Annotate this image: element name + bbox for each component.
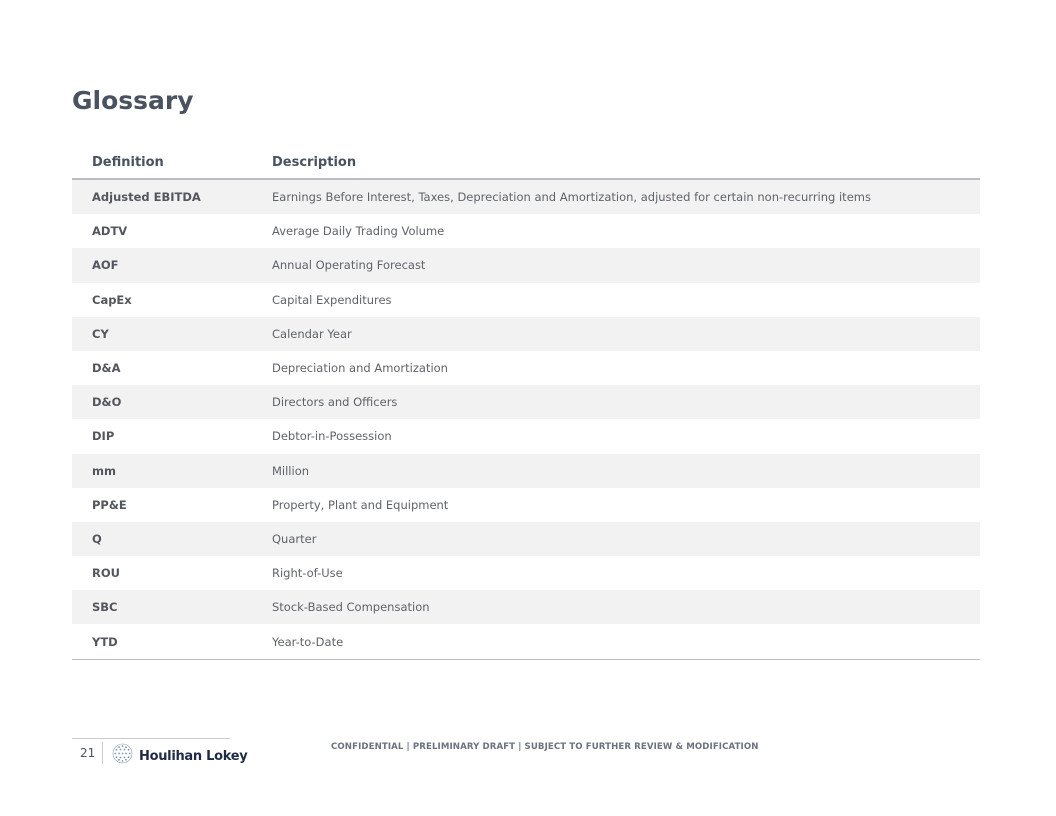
- glossary-description: Earnings Before Interest, Taxes, Depreciation and Amortization, adjusted for certain non-recurring items: [272, 190, 871, 205]
- glossary-term: D&A: [92, 361, 121, 376]
- glossary-term: D&O: [92, 395, 122, 410]
- glossary-description: Annual Operating Forecast: [272, 258, 426, 273]
- glossary-term: SBC: [92, 600, 118, 615]
- glossary-description: Capital Expenditures: [272, 292, 392, 307]
- confidential-notice: CONFIDENTIAL | PRELIMINARY DRAFT | SUBJECT TO FURTHER REVIEW & MODIFICATION: [331, 742, 759, 752]
- glossary-description: Million: [272, 463, 310, 478]
- table-row: [72, 317, 980, 351]
- glossary-term: PP&E: [92, 497, 127, 512]
- glossary-description: Directors and Officers: [272, 395, 398, 410]
- header-description: Description: [272, 154, 357, 170]
- globe-icon: [112, 743, 133, 769]
- table-row: [72, 522, 980, 556]
- glossary-description: Debtor-in-Possession: [272, 429, 392, 444]
- page-title: Glossary: [72, 86, 194, 115]
- glossary-term: Q: [92, 531, 102, 546]
- page-number: 21: [80, 746, 96, 760]
- glossary-description: Depreciation and Amortization: [272, 361, 448, 376]
- glossary-term: mm: [92, 463, 116, 478]
- glossary-description: Quarter: [272, 531, 317, 546]
- glossary-term: Adjusted EBITDA: [92, 190, 201, 205]
- table-header: [72, 146, 980, 180]
- table-row: [72, 488, 980, 522]
- table-row: [72, 454, 980, 488]
- glossary-term: CY: [92, 326, 109, 341]
- glossary-term: ROU: [92, 566, 120, 581]
- table-row: [72, 590, 980, 624]
- table-row: [72, 351, 980, 385]
- glossary-description: Year-to-Date: [272, 634, 344, 649]
- footer-divider: [102, 742, 103, 764]
- table-body: [72, 180, 980, 660]
- header-definition: Definition: [92, 154, 164, 170]
- glossary-description: Right-of-Use: [272, 566, 343, 581]
- glossary-description: Calendar Year: [272, 326, 352, 341]
- table-row: [72, 214, 980, 248]
- glossary-term: CapEx: [92, 292, 132, 307]
- table-row: [72, 248, 980, 282]
- glossary-description: Stock-Based Compensation: [272, 600, 430, 615]
- glossary-term: YTD: [92, 634, 118, 649]
- table-row: [72, 283, 980, 317]
- table-row: [72, 385, 980, 419]
- logo-text: Houlihan Lokey: [139, 748, 248, 764]
- company-logo: [112, 743, 247, 769]
- table-row: [72, 624, 980, 658]
- glossary-description: Property, Plant and Equipment: [272, 497, 449, 512]
- table-row: [72, 556, 980, 590]
- glossary-description: Average Daily Trading Volume: [272, 224, 445, 239]
- table-row: [72, 419, 980, 453]
- footer-rule: [72, 738, 230, 739]
- glossary-term: ADTV: [92, 224, 128, 239]
- table-row: [72, 180, 980, 214]
- glossary-term: AOF: [92, 258, 119, 273]
- glossary-table: [72, 146, 980, 660]
- glossary-term: DIP: [92, 429, 115, 444]
